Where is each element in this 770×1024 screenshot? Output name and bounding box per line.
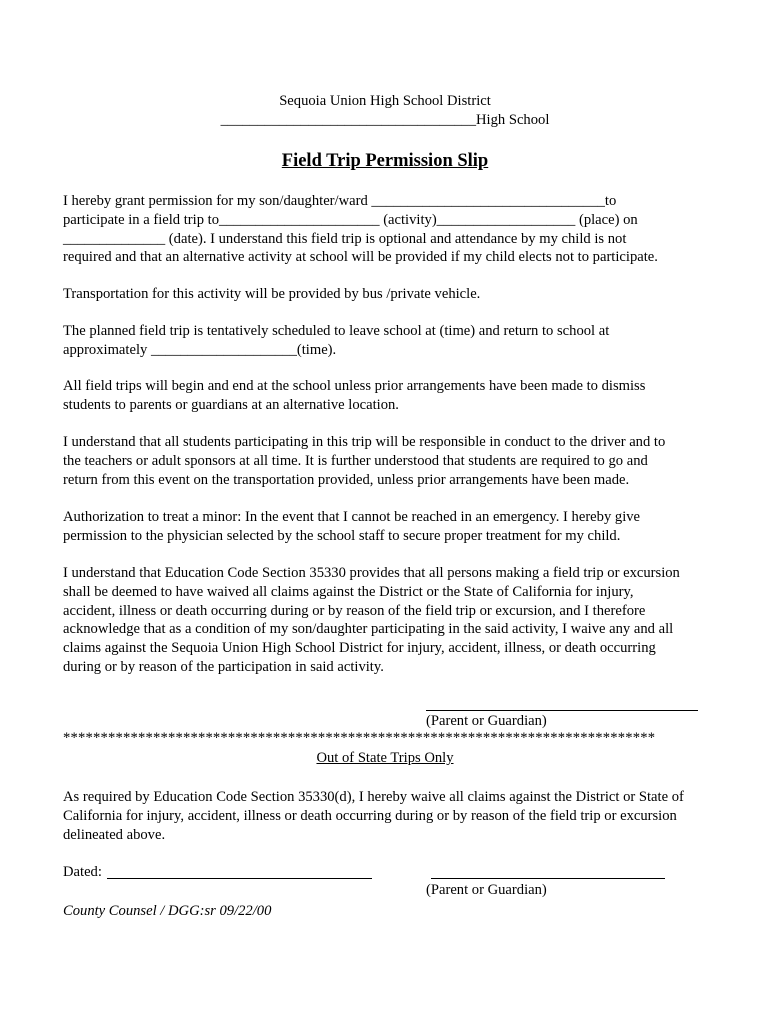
section-separator: ******************************************************************************* <box>63 730 656 746</box>
waiver-line: shall be deemed to have waived all claims against the District or the State of California for injury, <box>63 583 634 600</box>
waiver-line: during or by reason of the participation in said activity. <box>63 658 384 675</box>
dated-label: Dated: <box>63 864 102 880</box>
schedule-line: approximately ____________________(time). <box>63 341 337 358</box>
begin-end-paragraph <box>63 377 723 415</box>
grant-line: participate in a field trip to______________________ (activity)___________________ (place) on <box>63 211 638 228</box>
conduct-line: I understand that all students participating in this trip will be responsible in conduct to the driver and to <box>63 434 666 450</box>
out-of-state-heading: Out of State Trips Only <box>316 750 454 766</box>
out-of-state-paragraph <box>63 788 723 844</box>
waiver-line: I understand that Education Code Section 35330 provides that all persons making a field trip or excursion <box>63 565 680 581</box>
waiver-line: claims against the Sequoia Union High School District for injury, accident, illness, or death occurring <box>63 640 656 657</box>
out-of-state-line: As required by Education Code Section 35330(d), I hereby waive all claims against the District or State of <box>63 789 684 805</box>
authorization-paragraph <box>63 508 723 546</box>
out-of-state-signature-label: (Parent or Guardian) <box>426 882 547 898</box>
schedule-line: The planned field trip is tentatively scheduled to leave school at (time) and return to school at <box>63 323 610 339</box>
begin-end-line: All field trips will begin and end at the school unless prior arrangements have been made to dismiss <box>63 378 646 394</box>
waiver-line: acknowledge that as a condition of my son/daughter participating in the said activity, I waive any and all <box>63 621 674 638</box>
document-title: Field Trip Permission Slip <box>281 151 489 171</box>
parent-signature-line[interactable] <box>426 710 698 711</box>
waiver-paragraph <box>63 564 723 677</box>
authorization-line: Authorization to treat a minor: In the event that I cannot be reached in an emergency. I hereby give <box>63 509 641 525</box>
grant-line: I hereby grant permission for my son/daughter/ward ________________________________to <box>63 193 617 209</box>
transport-paragraph <box>63 285 723 304</box>
out-of-state-line: delineated above. <box>63 826 166 843</box>
footer-reference: County Counsel / DGG:sr 09/22/00 <box>63 903 272 919</box>
grant-line: ______________ (date). I understand this field trip is optional and attendance by my child is not <box>63 230 627 247</box>
out-of-state-signature-line[interactable] <box>431 878 665 879</box>
authorization-line: permission to the physician selected by the school staff to secure proper treatment for my child. <box>63 527 621 544</box>
schedule-paragraph <box>63 322 723 360</box>
conduct-line: return from this event on the transportation provided, unless prior arrangements have been made. <box>63 471 630 488</box>
transport-line: Transportation for this activity will be provided by bus /private vehicle. <box>63 286 481 302</box>
grant-paragraph <box>63 192 723 267</box>
dated-line[interactable] <box>107 878 372 879</box>
district-name: Sequoia Union High School District <box>279 93 491 109</box>
grant-line: required and that an alternative activity at school will be provided if my child elects not to participate. <box>63 249 658 266</box>
begin-end-line: students to parents or guardians at an alternative location. <box>63 396 399 413</box>
waiver-line: accident, illness or death occurring during or by reason of the field trip or excursion, and I therefore <box>63 602 646 619</box>
parent-signature-label: (Parent or Guardian) <box>426 713 547 729</box>
out-of-state-line: California for injury, accident, illness or death occurring during or by reason of the field trip or excursion <box>63 807 677 824</box>
school-name-line: ___________________________________High School <box>220 112 550 128</box>
conduct-paragraph <box>63 433 723 489</box>
conduct-line: the teachers or adult sponsors at all time. It is further understood that students are required to go and <box>63 452 648 469</box>
